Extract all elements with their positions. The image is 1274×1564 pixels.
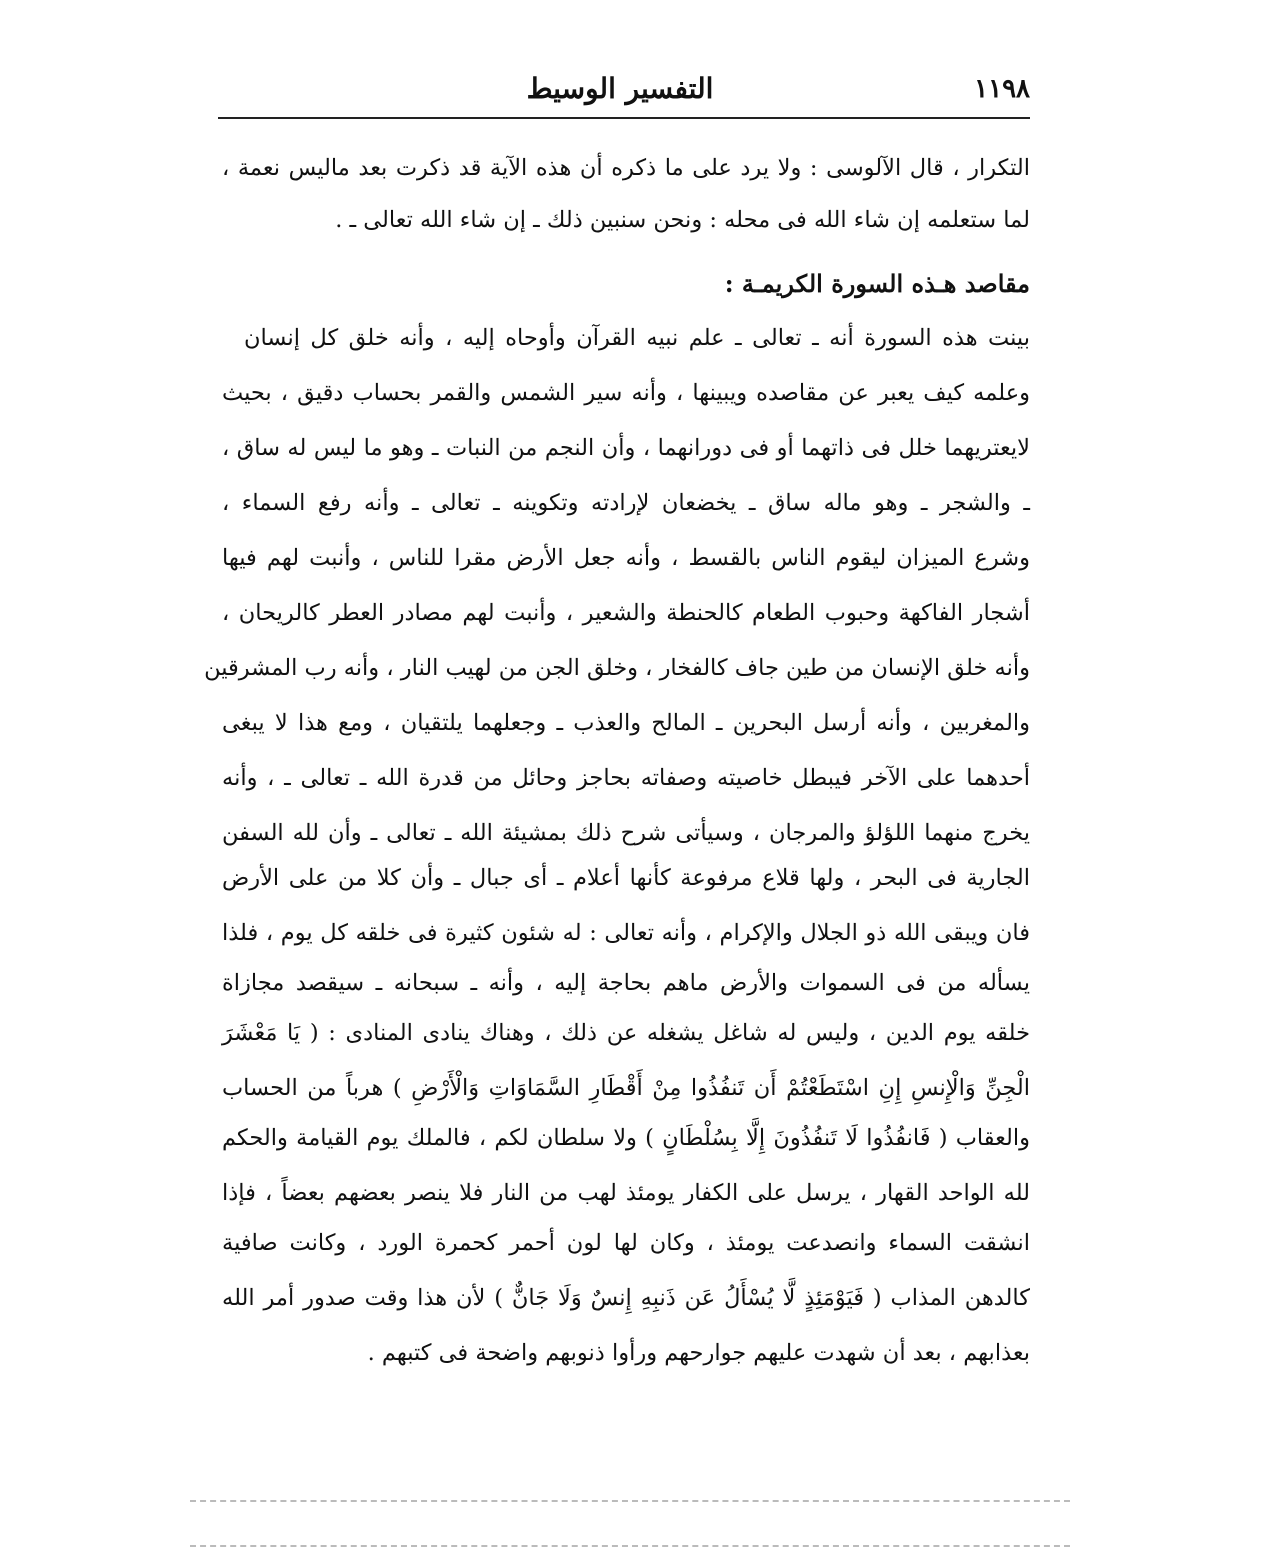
paragraph-line: بينت هذه السورة أنه ـ تعالى ـ علم نبيه القرآن وأوحاه إليه ، وأنه خلق كل إنسان: [244, 325, 1030, 351]
paragraph-line: والعقاب ( فَانفُذُوا لَا تَنفُذُونَ إِلَّا بِسُلْطَانٍ ) ولا سلطان لكم ، فالملك يوم القيامة والحكم: [222, 1125, 1030, 1151]
paragraph-line: وعلمه كيف يعبر عن مقاصده ويبينها ، وأنه سير الشمس والقمر بحساب دقيق ، بحيث: [222, 380, 1030, 406]
paragraph-line: لايعتريهما خلل فى ذاتهما أو فى دورانهما ، وأن النجم من النبات ـ وهو ما ليس له ساق ،: [222, 435, 1030, 461]
intro-line: لما ستعلمه إن شاء الله فى محله : ونحن سنبين ذلك ـ إن شاء الله تعالى ـ .: [335, 207, 1030, 233]
paragraph-line: أشجار الفاكهة وحبوب الطعام كالحنطة والشعير ، وأنبت لهم مصادر العطر كالريحان ،: [222, 600, 1030, 626]
paragraph-line: كالدهن المذاب ( فَيَوْمَئِذٍ لَّا يُسْأَلُ عَن ذَنبِهِ إِنسٌ وَلَا جَانٌّ ) لأن هذا وقت صدور أمر الله: [222, 1285, 1030, 1311]
paragraph-line: أحدهما على الآخر فيبطل خاصيته وصفاته بحاجز وحائل من قدرة الله ـ تعالى ـ ، وأنه: [222, 765, 1030, 791]
paragraph-line: يخرج منهما اللؤلؤ والمرجان ، وسيأتى شرح ذلك بمشيئة الله ـ تعالى ـ وأن لله السفن: [222, 820, 1030, 846]
page-header: [210, 70, 1030, 110]
paragraph-line: لله الواحد القهار ، يرسل على الكفار يومئذ لهب من النار فلا ينصر بعضهم بعضاً ، فإذا: [222, 1180, 1030, 1206]
intro-line: التكرار ، قال الآلوسى : ولا يرد على ما ذكره أن هذه الآية قد ذكرت بعد ماليس نعمة ،: [222, 155, 1030, 181]
paragraph-line: الجارية فى البحر ، ولها قلاع مرفوعة كأنها أعلام ـ أى جبال ـ وأن كلا من على الأرض: [222, 865, 1030, 891]
paragraph-line: يسأله من فى السموات والأرض ماهم بحاجة إليه ، وأنه ـ سبحانه ـ سيقصد مجازاة: [222, 970, 1030, 996]
paragraph-line: انشقت السماء وانصدعت يومئذ ، وكان لها لون أحمر كحمرة الورد ، وكانت صافية: [222, 1230, 1030, 1256]
page-number: ١١٩٨: [974, 74, 1030, 104]
footer-divider: [190, 1545, 1070, 1547]
header-rule: [218, 117, 1030, 119]
paragraph-line: وأنه خلق الإنسان من طين جاف كالفخار ، وخلق الجن من لهيب النار ، وأنه رب المشرقين: [204, 655, 1030, 681]
paragraph-line: وشرع الميزان ليقوم الناس بالقسط ، وأنه جعل الأرض مقرا للناس ، وأنبت لهم فيها: [222, 545, 1030, 571]
paragraph-line: بعذابهم ، بعد أن شهدت عليهم جوارحهم ورأوا ذنوبهم واضحة فى كتبهم .: [367, 1340, 1030, 1366]
running-title: التفسير الوسيط: [526, 72, 714, 105]
paragraph-line: فان ويبقى الله ذو الجلال والإكرام ، وأنه تعالى : له شئون كثيرة فى خلقه كل يوم ، فلذا: [222, 920, 1030, 946]
section-heading: مقاصد هـذه السورة الكريمـة :: [724, 269, 1030, 298]
paragraph-line: والمغربين ، وأنه أرسل البحرين ـ المالح والعذب ـ وجعلهما يلتقيان ، ومع هذا لا يبغى: [222, 710, 1030, 736]
paragraph-line: ـ والشجر ـ وهو ماله ساق ـ يخضعان لإرادته وتكوينه ـ تعالى ـ وأنه رفع السماء ،: [222, 490, 1030, 516]
paragraph-line: الْجِنِّ وَالْإِنسِ إِنِ اسْتَطَعْتُمْ أَن تَنفُذُوا مِنْ أَقْطَارِ السَّمَاوَاتِ وَالْأَرْضِ ) هرباً من الحساب: [222, 1075, 1030, 1101]
footer-divider: [190, 1500, 1070, 1502]
paragraph-line: خلقه يوم الدين ، وليس له شاغل يشغله عن ذلك ، وهناك ينادى المنادى : ( يَا مَعْشَرَ: [222, 1020, 1030, 1046]
